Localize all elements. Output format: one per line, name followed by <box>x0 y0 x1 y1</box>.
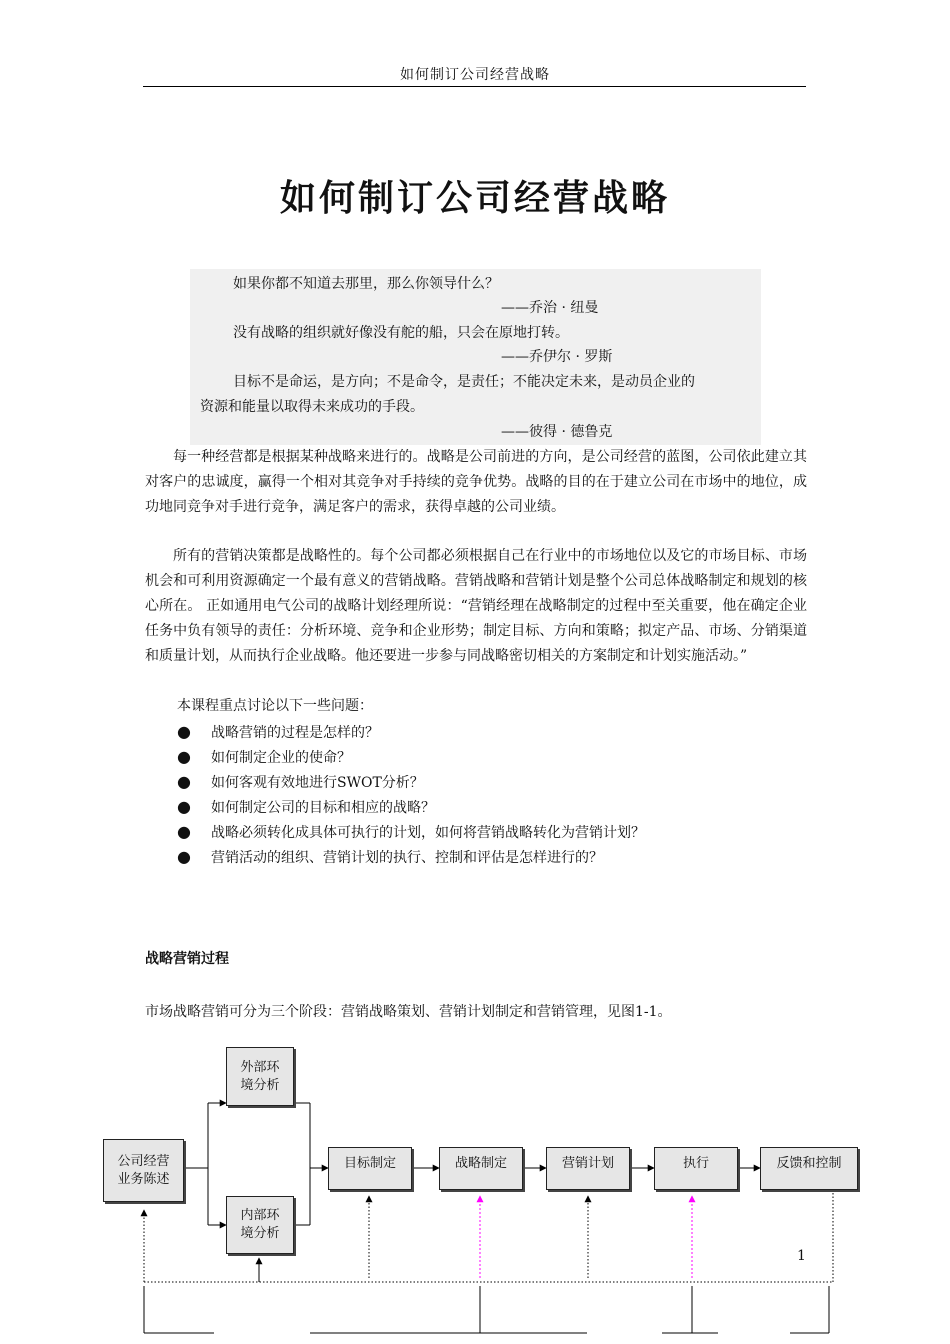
course-intro: 本课程重点讨论以下一些问题： <box>177 698 373 714</box>
quote-3-author: ——彼得 · 德鲁克 <box>501 424 613 440</box>
bullet-icon: ● <box>177 772 191 791</box>
running-header: 如何制订公司经营战略 <box>400 67 550 83</box>
list-item-text: 营销活动的组织、营销计划的执行、控制和评估是怎样进行的？ <box>211 850 603 866</box>
quote-2: 没有战略的组织就好像没有舵的船，只会在原地打转。 <box>233 325 569 341</box>
flow-box-marketing-plan: 营销计划 <box>546 1147 630 1190</box>
list-item-text: 如何制定企业的使命？ <box>211 750 351 766</box>
flow-box-external-analysis <box>226 1047 294 1106</box>
section-lead: 市场战略营销可分为三个阶段：营销战略策划、营销计划制定和营销管理，见图1-1。 <box>145 1004 672 1020</box>
bullet-icon: ● <box>177 797 191 816</box>
bullet-icon: ● <box>177 747 191 766</box>
list-item-text: 如何客观有效地进行SWOT分析？ <box>211 775 424 791</box>
flow-box-execution: 执行 <box>654 1147 738 1190</box>
flow-box-label: 境分析 <box>240 1226 280 1241</box>
quote-2-author: ——乔伊尔 · 罗斯 <box>501 349 613 365</box>
flow-box-strategy: 战略制定 <box>439 1147 523 1190</box>
flow-box-label: 内部环 <box>240 1208 280 1223</box>
flow-box-company-statement <box>103 1139 184 1202</box>
quote-3-line-1: 目标不是命运，是方向；不是命令，是责任；不能决定未来，是动员企业的 <box>233 374 695 390</box>
bullet-icon: ● <box>177 847 191 866</box>
bullet-icon: ● <box>177 722 191 741</box>
list-item-text: 战略必须转化成具体可执行的计划，如何将营销战略转化为营销计划？ <box>211 825 645 841</box>
quote-3-line-2: 资源和能量以取得未来成功的手段。 <box>200 399 424 415</box>
flow-box-feedback-control: 反馈和控制 <box>760 1147 858 1190</box>
quote-1: 如果你都不知道去那里，那么你领导什么？ <box>233 276 499 292</box>
list-item-text: 战略营销的过程是怎样的？ <box>211 725 379 741</box>
flow-box-label: 外部环 <box>240 1059 280 1075</box>
flow-box-internal-analysis <box>226 1196 294 1254</box>
paragraph-2: 所有的营销决策都是战略性的。每个公司都必须根据自己在行业中的市场地位以及它的市场目标、市场机会和可利用资源确定一个最有意义的营销战略。营销战略和营销计划是整个公司总体战略制定和规划的核心所在。 正如通用电气公司的战略计划经理所说：“营销经理在战略制定的过程中至关重要，他在确定企业任务中负有领导的责任：分析环境、竞争和企业形势；制定目标、方向和策略；拟定产品、市场、分销渠道和质量计划，从而执行企业战略。他还要进一步参与同战略密切相关的方案制定和计划实施活动。” <box>145 548 807 664</box>
bullet-icon: ● <box>177 822 191 841</box>
paragraph-1: 每一种经营都是根据某种战略来进行的。战略是公司前进的方向，是公司经营的蓝图，公司依此建立其对客户的忠诚度，赢得一个相对其竞争对手持续的竞争优势。战略的目的在于建立公司在市场中的地位，成功地同竞争对手进行竞争，满足客户的需求，获得卓越的公司业绩。 <box>145 449 807 515</box>
page-number: 1 <box>797 1248 806 1264</box>
document-title: 如何制订公司经营战略 <box>279 177 670 219</box>
flow-box-label: 业务陈述 <box>117 1171 170 1187</box>
flow-box-label: 境分析 <box>240 1077 280 1093</box>
flow-box-goal-setting: 目标制定 <box>328 1147 412 1190</box>
list-item-text: 如何制定公司的目标和相应的战略？ <box>211 800 435 816</box>
section-heading: 战略营销过程 <box>145 951 229 967</box>
flow-box-label: 公司经营 <box>117 1153 170 1169</box>
quote-1-author: ——乔治 · 纽曼 <box>501 300 599 316</box>
